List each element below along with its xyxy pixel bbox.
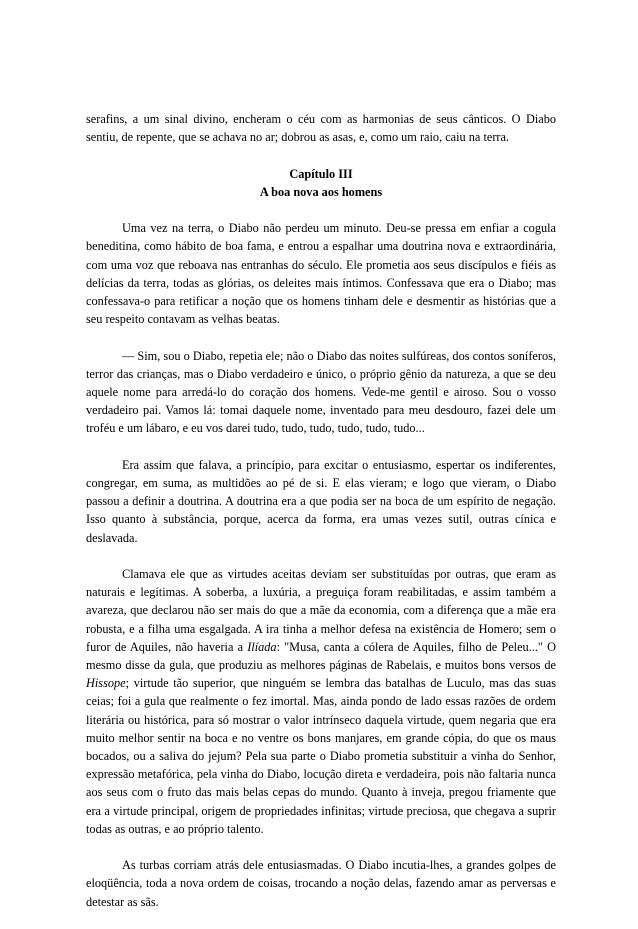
paragraph-5: As turbas corriam atrás dele entusiasmadas. O Diabo incutia-lhes, a grandes golpes de eloqüência, toda a nova ordem de coisas, trocando a noção delas, fazendo amar as perversas e detestar as sãs. — [86, 858, 556, 909]
paragraph-4 — [86, 565, 556, 838]
chapter-heading — [86, 165, 556, 201]
hissope-title: Hissope — [86, 676, 126, 691]
chapter-title: A boa nova aos homens — [259, 184, 383, 199]
paragraph-1: Uma vez na terra, o Diabo não perdeu um minuto. Deu-se pressa em enfiar a cogula beneditina, como hábito de boa fama, e entrou a espalhar uma doutrina nova e extraordinária, com uma voz que reboava nas entranhas do século. Ele prometia aos seus discípulos e fiéis as delícias da terra, todas as glórias, os deleites mais íntimos. Confessava que era o Diabo; mas confessava-o para retificar a noção que os homens tinham dele e desmentir as histórias que a seu respeito contavam as velhas beatas. — [86, 221, 556, 327]
paragraph-3: Era assim que falava, a princípio, para excitar o entusiasmo, espertar os indiferentes, congregar, em suma, as multidões ao pé de si. E elas vieram; e logo que vieram, o Diabo passou a definir a doutrina. A doutrina era a que podia ser na boca de um espírito de negação. Isso quanto à substância, porque, acerca da forma, era umas vezes sutil, outras cínica e deslavada. — [86, 457, 556, 545]
document-page — [86, 110, 556, 929]
opening-paragraph: serafins, a um sinal divino, encheram o céu com as harmonias de seus cânticos. O Diabo sentiu, de repente, que se achava no ar; dobrou as asas, e, como um raio, caiu na terra. — [86, 112, 556, 145]
iliad-title: Ilíada — [247, 639, 277, 654]
chapter-number: Capítulo III — [289, 166, 353, 181]
paragraph-2: — Sim, sou o Diabo, repetia ele; não o Diabo das noites sulfúreas, dos contos soníferos, terror das crianças, mas o Diabo verdadeiro e único, o próprio gênio da natureza, a que se deu aquele nome para arredá-lo do coração dos homens. Vede-me gentil e airoso. Sou o vosso verdadeiro pai. Vamos lá: tomai daquele nome, inventado para meu desdouro, fazei dele um troféu e um lábaro, e eu vos darei tudo, tudo, tudo, tudo, tudo, tudo... — [86, 348, 556, 436]
paragraph-4-part-a: Clamava ele que as virtudes aceitas deviam ser substituídas por outras, que eram as naturais e legítimas. A soberba, a luxúria, a preguiça foram reabilitadas, e assim também a avareza, que declarou não ser mais do que a mãe da economia, com a diferença que a mãe era robusta, e a filha uma esgalgada. A ira tinha a melhor defesa na existência de Homero; sem o furor de Aquiles, não haveria a — [86, 567, 556, 654]
paragraph-4-part-c: ; virtude tão superior, que ninguém se lembra das batalhas de Luculo, mas das suas ceias; foi a gula que realmente o fez imortal. Mas, ainda pondo de lado essas razões de ordem literária ou histórica, para só mostrar o valor intrínseco daquela virtude, quem negaria que era muito melhor sentir na boca e no ventre os bons manjares, em grande cópia, do que os maus bocados, ou a saliva do jejum? Pela sua parte o Diabo prometia substituir a vinha do Senhor, expressão metafórica, pela vinha do Diabo, locução direta e verdadeira, pois não faltaria nunca aos seus com o fruto das mais belas cepas do mundo. Quanto à inveja, pregou friamente que era a virtude principal, origem de propriedades infinitas; virtude preciosa, que chegava a suprir todas as outras, e ao próprio talento. — [86, 676, 556, 836]
paragraph-4-part-b: : "Musa, canta a cólera de Aquiles, filho de Peleu..." O mesmo disse da gula, que produziu as melhores páginas de Rabelais, e muitos bons versos de — [86, 639, 556, 673]
